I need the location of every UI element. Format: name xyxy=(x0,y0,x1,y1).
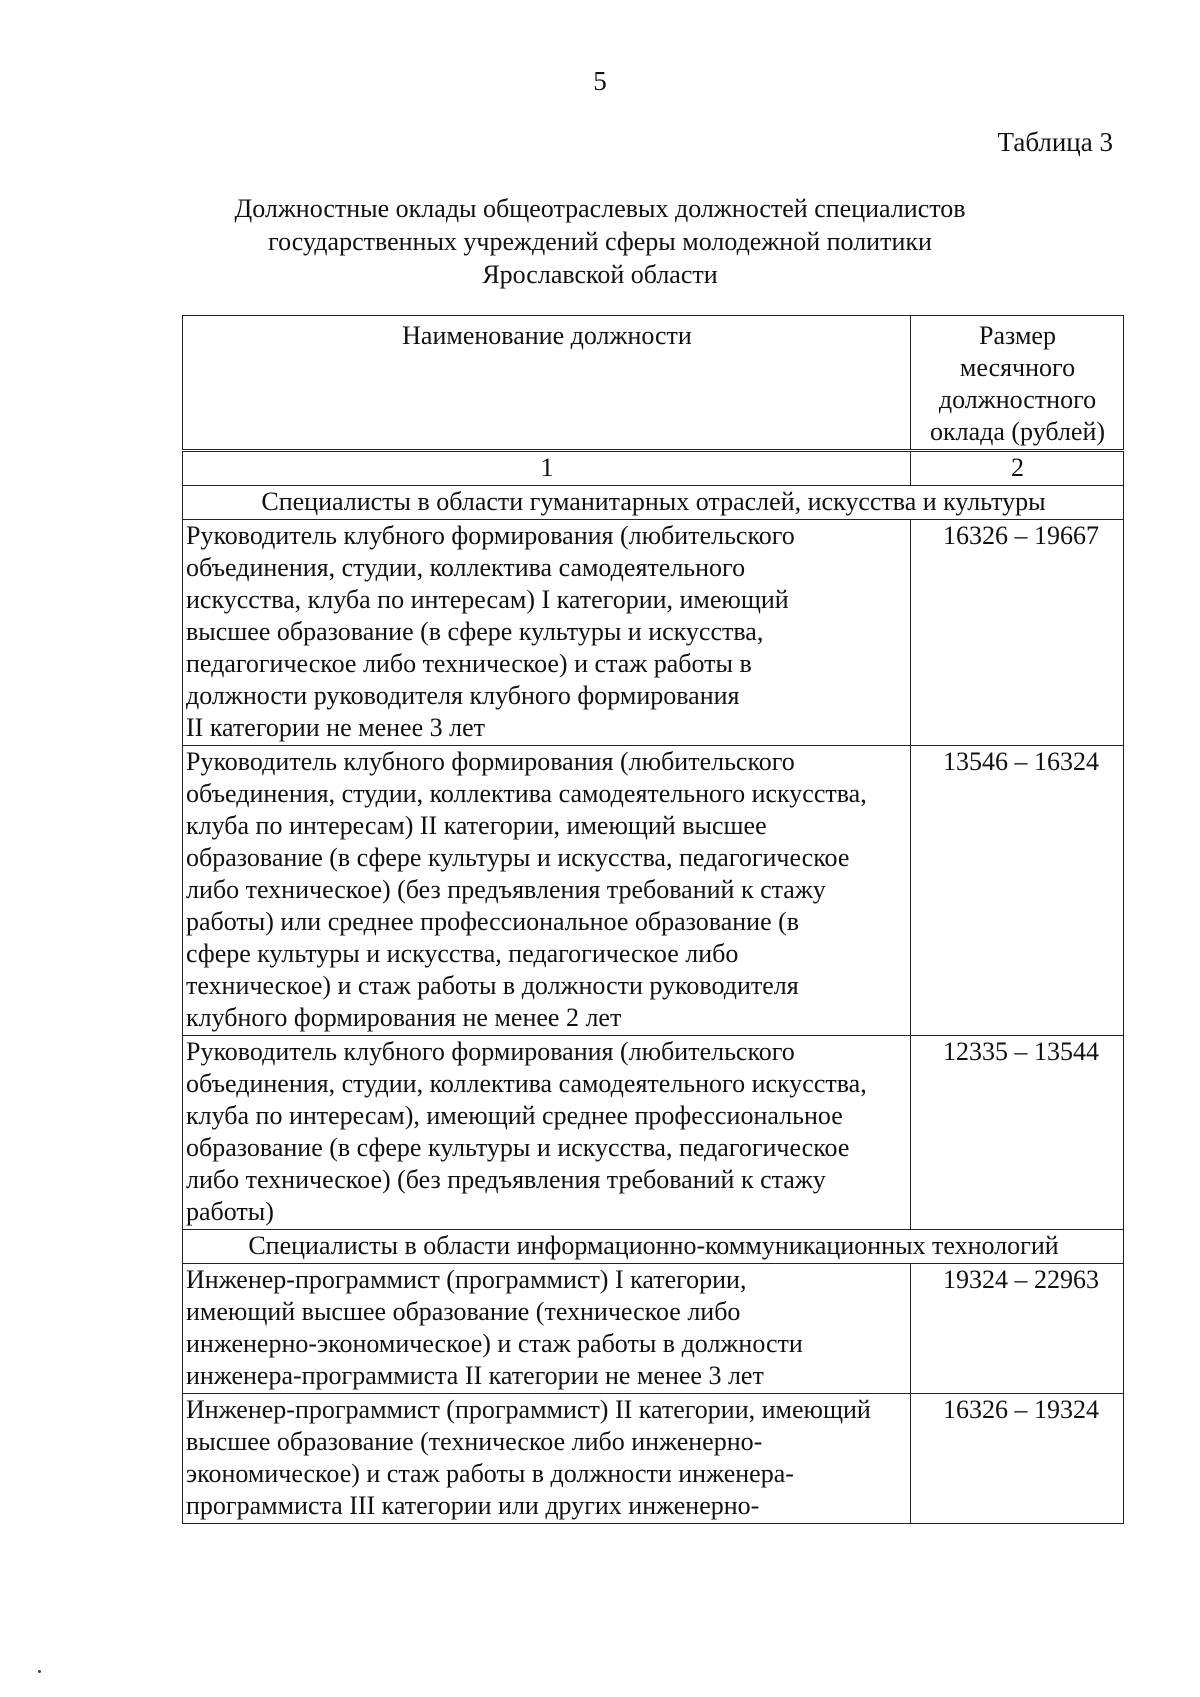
position-line: высшее образование (в сфере культуры и искусства, xyxy=(186,617,764,646)
position-line: клуба по интересам) II категории, имеющий высшее xyxy=(186,811,767,840)
table-row xyxy=(183,746,1124,1036)
salary-range: 16326 – 19324 xyxy=(911,1394,1124,1524)
scan-artifact xyxy=(38,1670,41,1673)
position-line: должности руководителя клубного формирования xyxy=(186,681,740,710)
section-row xyxy=(183,1230,1124,1264)
section-title: Специалисты в области гуманитарных отраслей, искусства и культуры xyxy=(183,486,1124,520)
position-line: клубного формирования не менее 2 лет xyxy=(186,1003,622,1032)
position-cell xyxy=(183,1264,911,1394)
header-salary-line: оклада (рублей) xyxy=(929,417,1106,446)
table-row xyxy=(183,520,1124,746)
position-line: программиста III категории или других инженерно- xyxy=(186,1491,760,1520)
position-line: работы) xyxy=(186,1197,274,1226)
title-line: Ярославской области xyxy=(482,260,718,289)
position-line: объединения, студии, коллектива самодеятельного xyxy=(186,553,746,582)
position-line: объединения, студии, коллектива самодеятельного искусства, xyxy=(186,779,867,808)
position-line: Инженер-программист (программист) II категории, имеющий xyxy=(186,1395,871,1424)
header-salary-line: должностного xyxy=(938,385,1097,414)
position-line: Руководитель клубного формирования (любительского xyxy=(186,1037,795,1066)
section-row xyxy=(183,486,1124,520)
position-line: экономическое) и стаж работы в должности инженера- xyxy=(186,1459,794,1488)
column-number: 1 xyxy=(183,451,911,486)
position-line: Руководитель клубного формирования (любительского xyxy=(186,521,795,550)
position-line: либо техническое) (без предъявления требований к стажу xyxy=(186,875,826,904)
header-salary xyxy=(911,316,1124,451)
position-line: педагогическое либо техническое) и стаж работы в xyxy=(186,649,752,678)
position-cell xyxy=(183,1394,911,1524)
position-line: образование (в сфере культуры и искусства, педагогическое xyxy=(186,843,850,872)
position-line: Инженер-программист (программист) I категории, xyxy=(186,1265,747,1294)
position-line: имеющий высшее образование (техническое либо xyxy=(186,1297,741,1326)
header-salary-line: месячного xyxy=(959,353,1076,382)
table-label: Таблица 3 xyxy=(997,127,1113,157)
position-line: сфере культуры и искусства, педагогическое либо xyxy=(186,939,739,968)
table-row xyxy=(183,1394,1124,1524)
salary-table xyxy=(182,315,1124,1524)
header-row xyxy=(183,316,1124,451)
column-number: 2 xyxy=(911,451,1124,486)
document-title xyxy=(160,192,1040,291)
position-cell xyxy=(183,746,911,1036)
title-line: государственных учреждений сферы молодежной политики xyxy=(268,227,932,256)
position-line: Руководитель клубного формирования (любительского xyxy=(186,747,795,776)
title-line: Должностные оклады общеотраслевых должностей специалистов xyxy=(234,194,966,223)
position-line: клуба по интересам), имеющий среднее профессиональное xyxy=(186,1101,843,1130)
position-line: искусства, клуба по интересам) I категории, имеющий xyxy=(186,585,789,614)
position-cell xyxy=(183,520,911,746)
header-salary-line: Размер xyxy=(979,321,1056,350)
salary-range: 12335 – 13544 xyxy=(911,1036,1124,1230)
position-line: II категории не менее 3 лет xyxy=(186,713,485,742)
section-title: Специалисты в области информационно-коммуникационных технологий xyxy=(183,1230,1124,1264)
position-line: либо техническое) (без предъявления требований к стажу xyxy=(186,1165,826,1194)
table-row xyxy=(183,1264,1124,1394)
position-line: объединения, студии, коллектива самодеятельного искусства, xyxy=(186,1069,867,1098)
salary-range: 16326 – 19667 xyxy=(911,520,1124,746)
position-line: инженерно-экономическое) и стаж работы в должности xyxy=(186,1329,803,1358)
table-row xyxy=(183,1036,1124,1230)
position-line: высшее образование (техническое либо инженерно- xyxy=(186,1427,763,1456)
position-line: инженера-программиста II категории не менее 3 лет xyxy=(186,1361,764,1390)
position-line: образование (в сфере культуры и искусства, педагогическое xyxy=(186,1133,850,1162)
salary-range: 13546 – 16324 xyxy=(911,746,1124,1036)
position-line: техническое) и стаж работы в должности руководителя xyxy=(186,971,799,1000)
position-line: работы) или среднее профессиональное образование (в xyxy=(186,907,800,936)
column-number-row xyxy=(183,451,1124,486)
page-number: 5 xyxy=(593,66,607,96)
salary-range: 19324 – 22963 xyxy=(911,1264,1124,1394)
header-position: Наименование должности xyxy=(183,316,911,451)
position-cell xyxy=(183,1036,911,1230)
